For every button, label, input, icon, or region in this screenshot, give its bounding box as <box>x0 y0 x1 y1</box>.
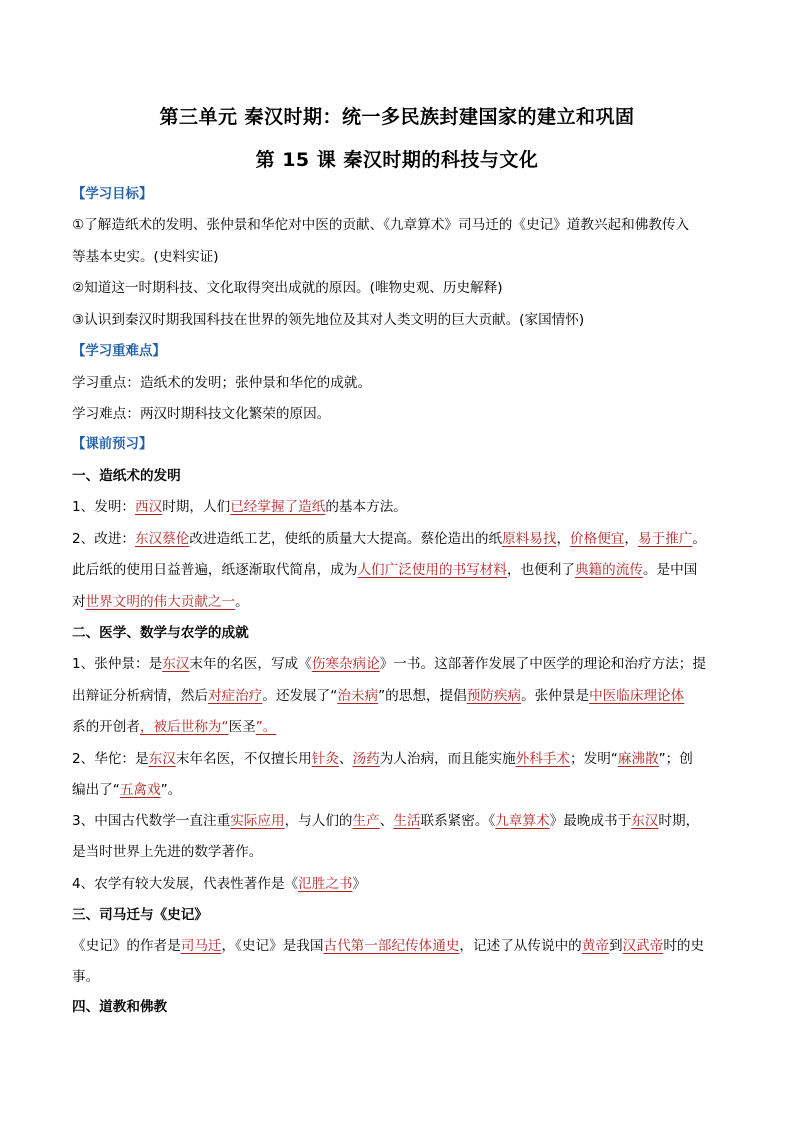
body-text: 出辩证分析病情，然后 <box>72 688 208 704</box>
section-2-line <box>72 687 732 705</box>
answer-text: 易于推广 <box>638 531 693 547</box>
body-text: 。是中国 <box>642 562 698 578</box>
body-text: 》 <box>352 876 367 892</box>
section-1-line <box>72 593 732 611</box>
answer-text: 对症治疗 <box>207 688 263 704</box>
section-4-title: 四、道教和佛教 <box>72 999 168 1015</box>
answer-text: 生产 <box>352 813 380 829</box>
goal-1-line-1: ①了解造纸术的发明、张仲景和华佗对中医的贡献、《九章算术》司马迁的《史记》道教兴起和佛教传入 <box>72 217 690 233</box>
body-text: 末年的名医，写成《 <box>189 656 312 672</box>
keypoint-1: 学习重点：造纸术的发明；张仲景和华佗的成就。 <box>72 375 372 391</box>
section-2-title: 二、医学、数学与农学的成就 <box>72 625 249 641</box>
section-3-title: 三、司马迁与《史记》 <box>72 907 208 923</box>
body-text: ；发明“ <box>570 751 618 767</box>
section-2-line <box>72 812 732 830</box>
section-1-line <box>72 498 732 516</box>
body-text: 4、农学有较大发展，代表性著作是《 <box>72 876 299 892</box>
unit-title: 第三单元 秦汉时期：统一多民族封建国家的建立和巩固 <box>159 106 635 128</box>
body-text: ， <box>624 531 638 547</box>
body-text: 改进造纸工艺，使纸的质量大大提高。蔡伦造出的纸 <box>189 531 503 547</box>
answer-text: 针灸 <box>311 751 339 767</box>
goals-header: 【学习目标】 <box>72 187 153 202</box>
section-1-line <box>72 530 732 548</box>
body-text: 系的开创者 <box>72 719 140 735</box>
body-text: 末年名医，不仅擅长用 <box>175 751 312 767</box>
answer-text: 氾胜之书 <box>298 876 353 892</box>
section-2-line <box>72 781 732 799</box>
body-text: 2、华佗：是 <box>72 751 149 767</box>
answer-text: 西汉 <box>135 499 163 515</box>
answer-text: 中医临床理论体 <box>589 688 685 704</box>
section-2-line <box>72 655 732 673</box>
body-text: 是当时世界上先进的数学著作。 <box>72 844 263 860</box>
body-text: ，《史记》是我国 <box>221 938 324 954</box>
body-text: 、 <box>379 813 394 829</box>
body-text: ”。 <box>160 782 182 798</box>
answer-text: 古代第一部纪传体通史 <box>323 938 460 954</box>
answer-text: 生活 <box>393 813 421 829</box>
answer-text: 预防疾病 <box>466 688 522 704</box>
section-3-line <box>72 937 732 955</box>
answer-text: 九章算术 <box>495 813 550 829</box>
body-text: 对 <box>72 594 86 610</box>
answer-text: 价格便宜 <box>570 531 625 547</box>
body-text: 3、中国古代数学一直注重 <box>72 813 231 829</box>
answer-text: 治未病 <box>337 688 379 704</box>
answer-text: 汤药 <box>352 751 380 767</box>
body-text: 、 <box>338 751 353 767</box>
section-2-line <box>72 875 732 893</box>
answer-text: ”。 <box>255 719 277 735</box>
answer-text: 典籍的流传 <box>574 562 643 578</box>
answer-text: 世界文明的伟大贡献之一 <box>85 594 236 610</box>
answer-text: 司马迁 <box>180 938 222 954</box>
body-text: 时期，人们 <box>162 499 231 515</box>
body-text: 。张仲景是 <box>521 688 590 704</box>
body-text: 到 <box>608 938 623 954</box>
section-2-line <box>72 750 732 768</box>
answer-text: 东汉 <box>162 656 190 672</box>
body-text: 。 <box>235 594 249 610</box>
section-3-line <box>72 968 732 986</box>
body-text: 为人治病，而且能实施 <box>379 751 516 767</box>
section-2-line <box>72 718 732 736</box>
section-1-title: 一、造纸术的发明 <box>72 468 181 484</box>
answer-text: 汉武帝 <box>622 938 664 954</box>
section-2-line <box>72 843 732 861</box>
body-text: 时的史 <box>663 938 705 954</box>
body-text: ，也便利了 <box>507 562 575 578</box>
answer-text: 外科手术 <box>515 751 571 767</box>
body-text: ，记述了从传说中的 <box>459 938 582 954</box>
keypoint-2: 学习难点：两汉时期科技文化繁荣的原因。 <box>72 406 331 422</box>
body-text: 时期， <box>658 813 700 829</box>
body-text: 。还发展了“ <box>262 688 338 704</box>
body-text: 此后纸的使用日益普遍，纸逐渐取代简帛，成为 <box>72 562 358 578</box>
answer-text: 东汉 <box>148 751 176 767</box>
body-text: 医圣 <box>228 719 256 735</box>
goal-1-line-2: 等基本史实。(史料实证) <box>72 249 219 265</box>
answer-text: 麻沸散 <box>617 751 659 767</box>
answer-text: 人们广泛使用的书写材料 <box>357 562 507 578</box>
body-text: 编出了“ <box>72 782 120 798</box>
body-text: 2、改进： <box>72 531 136 547</box>
goal-3: ③认识到秦汉时期我国科技在世界的领先地位及其对人类文明的巨大贡献。(家国情怀) <box>72 312 585 328</box>
body-text: ”；创 <box>658 751 693 767</box>
answer-text: 实际应用 <box>230 813 285 829</box>
body-text: 》一书。这部著作发展了中医学的理论和治疗方法；提 <box>379 656 706 672</box>
body-text: 事。 <box>72 969 100 985</box>
answer-text: 黄帝 <box>581 938 609 954</box>
body-text: 的基本方法。 <box>325 499 407 515</box>
preview-header: 【课前预习】 <box>72 437 153 452</box>
lesson-title: 第 15 课 秦汉时期的科技与文化 <box>255 149 539 171</box>
answer-text: 已经掌握了造纸 <box>230 499 326 515</box>
body-text: 1、发明： <box>72 499 136 515</box>
answer-text: 原料易找 <box>502 531 557 547</box>
answer-text: 五禽戏 <box>119 782 161 798</box>
answer-text: ，被后世称为“ <box>139 719 229 735</box>
body-text: 联系紧密。《 <box>420 813 496 829</box>
goal-2: ②知道这一时期科技、文化取得突出成就的原因。(唯物史观、历史解释) <box>72 280 503 296</box>
body-text: ， <box>556 531 571 547</box>
answer-text: 东汉蔡伦 <box>135 531 190 547</box>
body-text: ”的思想，提倡 <box>378 688 467 704</box>
body-text: 《史记》的作者是 <box>72 938 181 954</box>
answer-text: 东汉 <box>631 813 659 829</box>
answer-text: 伤寒杂病论 <box>311 656 380 672</box>
body-text: 。 <box>692 531 706 547</box>
section-1-line <box>72 561 732 579</box>
body-text: ，与人们的 <box>284 813 353 829</box>
keypoints-header: 【学习重难点】 <box>72 344 166 359</box>
body-text: 》最晚成书于 <box>549 813 632 829</box>
body-text: 1、张仲景：是 <box>72 656 163 672</box>
